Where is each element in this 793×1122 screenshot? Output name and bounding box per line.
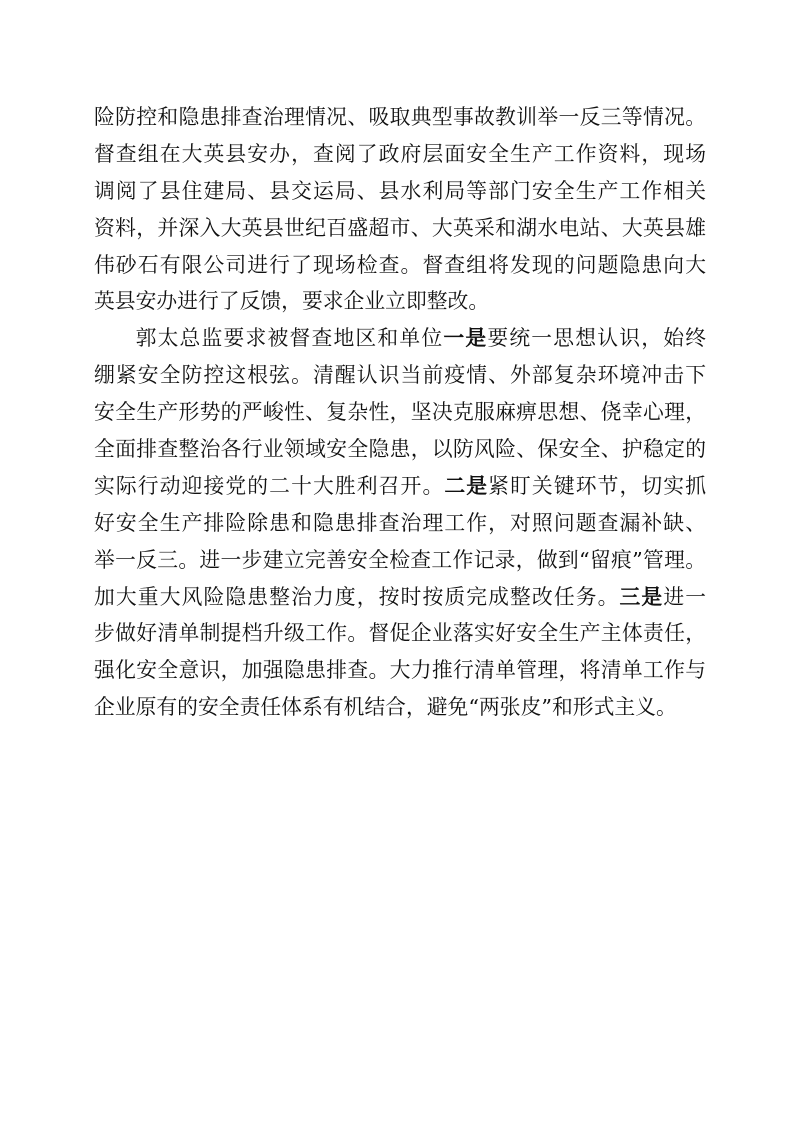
paragraph-line: 伟砂石有限公司进行了现场检查。督查组将发现的问题隐患向大 — [94, 252, 706, 277]
line-text: 进一 — [663, 584, 707, 609]
paragraph-line: 督查组在大英县安办，查阅了政府层面安全生产工作资料，现场 — [94, 141, 706, 166]
paragraph-line: 步做好清单制提档升级工作。督促企业落实好安全生产主体责任， — [94, 621, 706, 646]
paragraph-line: 全面排查整治各行业领域安全隐患，以防风险、保安全、护稳定的 — [94, 437, 706, 462]
paragraph-line: 企业原有的安全责任体系有机结合，避免“两张皮”和形式主义。 — [94, 695, 677, 720]
paragraph-1 — [94, 99, 706, 320]
paragraph-line — [94, 468, 706, 505]
point-marker-first: 一是 — [443, 325, 488, 351]
paragraph-line: 好安全生产排险除患和隐患排查治理工作，对照问题查漏补缺、 — [94, 510, 706, 535]
paragraph-line — [94, 579, 706, 616]
point-marker-second: 二是 — [444, 472, 489, 498]
line-text: 郭太总监要求被督查地区和单位 — [135, 326, 444, 351]
line-text: 要统一思想认识，始终 — [487, 326, 706, 351]
paragraph-line: 强化安全意识，加强隐患排查。大力推行清单管理，将清单工作与 — [94, 658, 706, 683]
paragraph-line: 调阅了县住建局、县交运局、县水利局等部门安全生产工作相关 — [94, 178, 706, 203]
document-body — [94, 99, 706, 726]
point-marker-third: 三是 — [619, 583, 664, 609]
line-text: 紧盯关键环节，切实抓 — [488, 473, 707, 498]
line-text: 实际行动迎接党的二十大胜利召开。 — [94, 473, 445, 498]
paragraph-line: 绷紧安全防控这根弦。清醒认识当前疫情、外部复杂环境冲击下 — [94, 363, 706, 388]
paragraph-line: 险防控和隐患排查治理情况、吸取典型事故教训举一反三等情况。 — [94, 105, 706, 129]
paragraph-line: 资料，并深入大英县世纪百盛超市、大英采和湖水电站、大英县雄 — [94, 215, 706, 240]
paragraph-line — [94, 320, 706, 357]
paragraph-line: 安全生产形势的严峻性、复杂性，坚决克服麻痹思想、侥幸心理， — [94, 400, 706, 425]
paragraph-2 — [94, 320, 706, 726]
paragraph-line: 英县安办进行了反馈，要求企业立即整改。 — [94, 289, 490, 314]
line-text: 加大重大风险隐患整治力度，按时按质完成整改任务。 — [94, 584, 620, 609]
paragraph-line: 举一反三。进一步建立完善安全检查工作记录，做到“留痕”管理。 — [94, 547, 706, 572]
